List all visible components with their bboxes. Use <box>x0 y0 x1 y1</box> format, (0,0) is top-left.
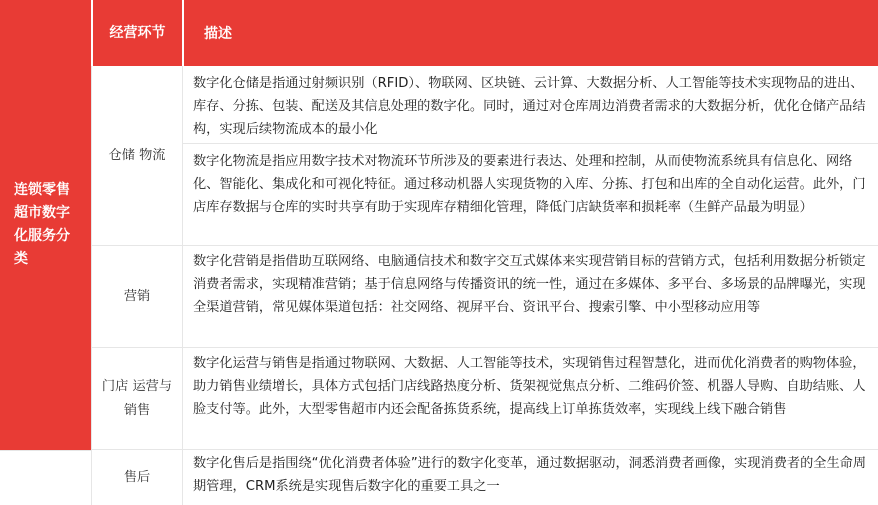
stage-cell-after-sales: 售后 <box>91 450 182 505</box>
stage-cell-marketing: 营销 <box>91 246 182 348</box>
description-digital-after-sales: 数字化售后是指围绕“优化消费者体验”进行的数字化变革，通过数据驱动，洞悉消费者画像，实现消费者的全生命周期管理，CRM系统是实现售后数字化的重要工具之一 <box>182 450 878 505</box>
description-digital-marketing: 数字化营销是指借助互联网络、电脑通信技术和数字交互式媒体来实现营销目标的营销方式，包括利用数据分析锁定消费者需求，实现精准营销；基于信息网络与传播资讯的统一性，通过在多媒体、多平台、多场景的品牌曝光，实现全渠道营销，常见媒体渠道包括：社交网络、视屏平台、资讯平台、搜索引擎、中小型移动应用等 <box>182 246 878 348</box>
category-blank-cell <box>0 450 91 505</box>
description-digital-warehousing: 数字化仓储是指通过射频识别（RFID）、物联网、区块链、云计算、大数据分析、人工智能等技术实现物品的进出、库存、分拣、包装、配送及其信息处理的数字化。同时，通过对仓库周边消费者需求的大数据分析，优化仓储产品结构，实现后续物流成本的最小化 <box>182 66 878 144</box>
stage-cell-warehousing-logistics: 仓储 物流 <box>91 66 182 246</box>
stage-cell-store-operations-sales: 门店 运营与销售 <box>91 348 182 450</box>
category-cell: 连锁零售超市数字化服务分类 <box>0 0 91 450</box>
description-digital-operations-sales: 数字化运营与销售是指通过物联网、大数据、人工智能等技术，实现销售过程智慧化，进而优化消费者的购物体验，助力销售业绩增长，具体方式包括门店线路热度分析、货架视觉焦点分析、二维码价签、机器人导购、自助结账、人脸支付等。此外，大型零售超市内还会配备拣货系统，提高线上订单拣货效率，实现线上线下融合销售 <box>182 348 878 450</box>
header-stage: 经营环节 <box>91 0 182 66</box>
header-description: 描述 <box>182 0 878 66</box>
description-digital-logistics: 数字化物流是指应用数字技术对物流环节所涉及的要素进行表达、处理和控制，从而使物流系统具有信息化、网络化、智能化、集成化和可视化特征。通过移动机器人实现货物的入库、分拣、打包和出库的全自动化运营。此外，门店库存数据与仓库的实时共享有助于实现库存精细化管理，降低门店缺货率和损耗率（生鲜产品最为明显） <box>182 144 878 246</box>
